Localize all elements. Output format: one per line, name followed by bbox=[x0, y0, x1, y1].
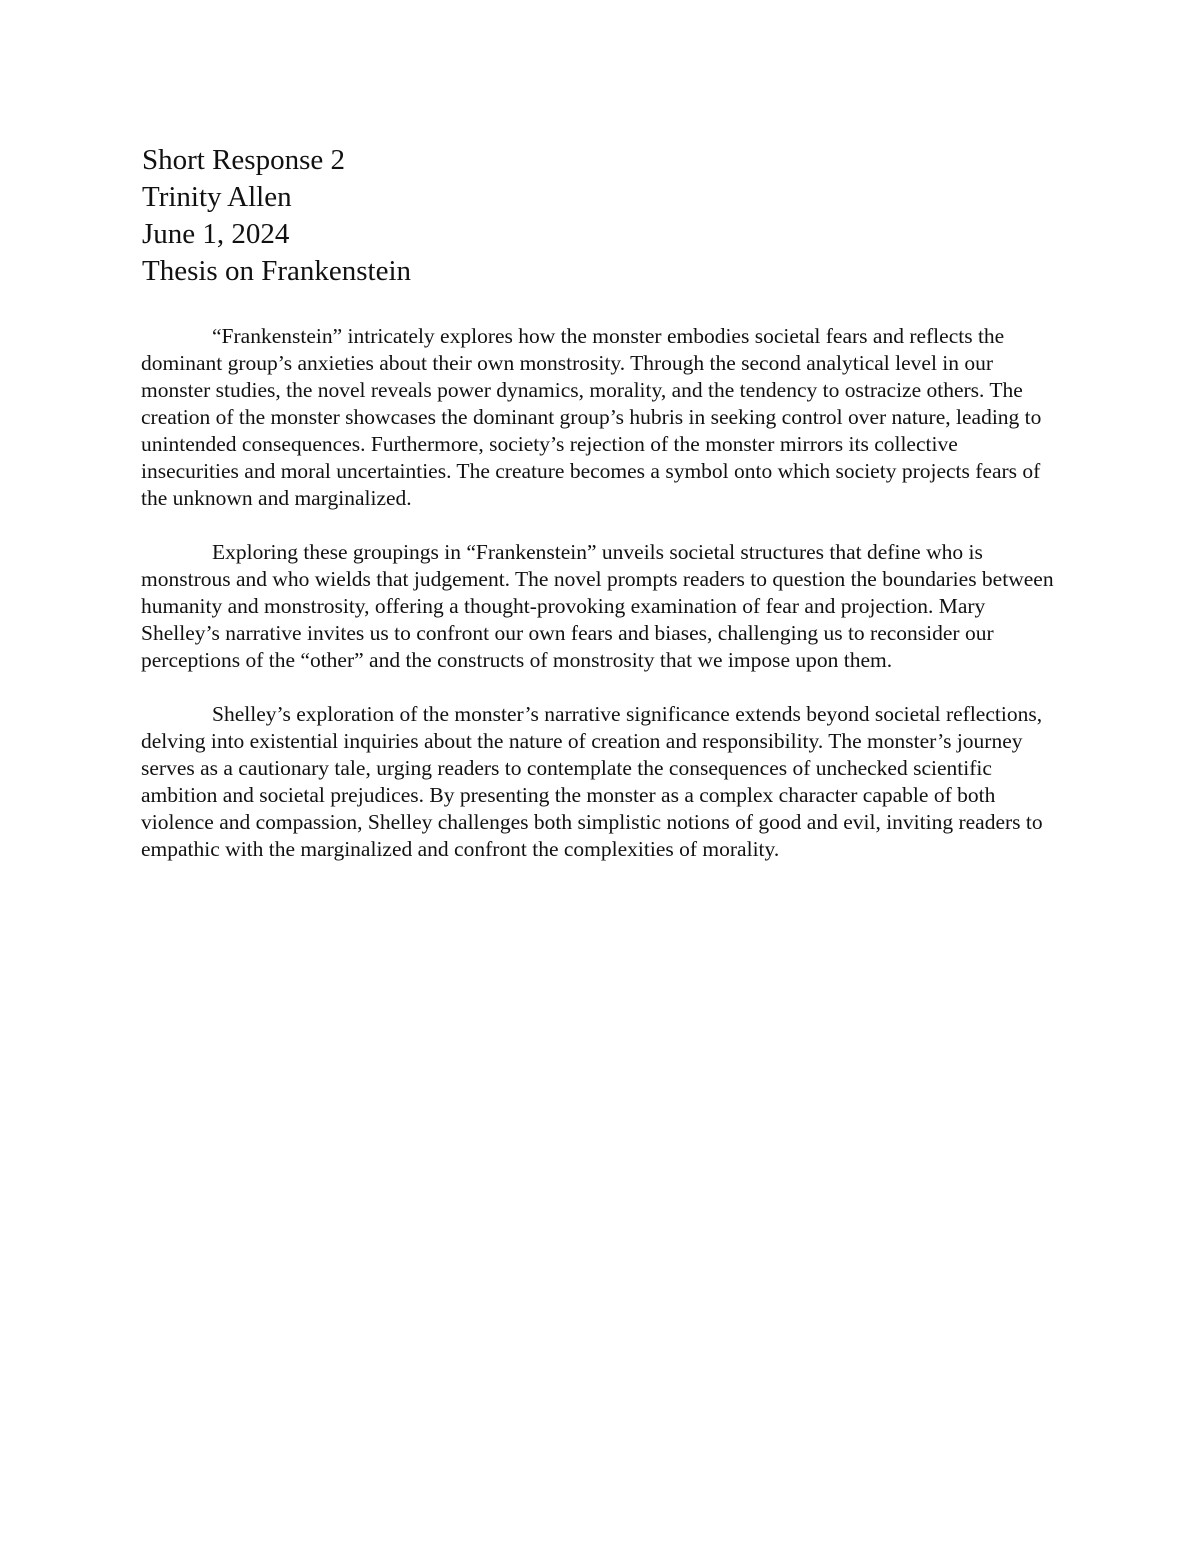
document-header bbox=[142, 142, 1042, 290]
body-paragraph: “Frankenstein” intricately explores how the monster embodies societal fears and reflects the dominant group’s anxieties about their own monstrosity. Through the second analytical level in our monster studies, the novel reveals power dynamics, morality, and the tendency to ostracize others. The creation of the monster showcases the dominant group’s hubris in seeking control over nature, leading to unintended consequences. Furthermore, society’s rejection of the monster mirrors its collective insecurities and moral uncertainties. The creature becomes a symbol onto which society projects fears of the unknown and marginalized. bbox=[141, 324, 1042, 510]
body-paragraph: Shelley’s exploration of the monster’s narrative significance extends beyond societal reflections, delving into existential inquiries about the nature of creation and responsibility. The monster’s journey serves as a cautionary tale, urging readers to contemplate the consequences of unchecked scientific ambition and societal prejudices. By presenting the monster as a complex character capable of both violence and compassion, Shelley challenges both simplistic notions of good and evil, inviting readers to empathic with the marginalized and confront the complexities of morality. bbox=[141, 702, 1043, 861]
document-date: June 1, 2024 bbox=[142, 218, 290, 250]
document-title: Thesis on Frankenstein bbox=[142, 255, 412, 287]
assignment-title: Short Response 2 bbox=[142, 144, 345, 176]
body-paragraph: Exploring these groupings in “Frankenstein” unveils societal structures that define who is monstrous and who wields that judgement. The novel prompts readers to question the boundaries between humanity and monstrosity, offering a thought-provoking examination of fear and projection. Mary Shelley’s narrative invites us to confront our own fears and biases, challenging us to reconsider our perceptions of the “other” and the constructs of monstrosity that we impose upon them. bbox=[141, 540, 1054, 672]
author-name: Trinity Allen bbox=[142, 181, 292, 213]
document-body bbox=[141, 323, 1059, 890]
